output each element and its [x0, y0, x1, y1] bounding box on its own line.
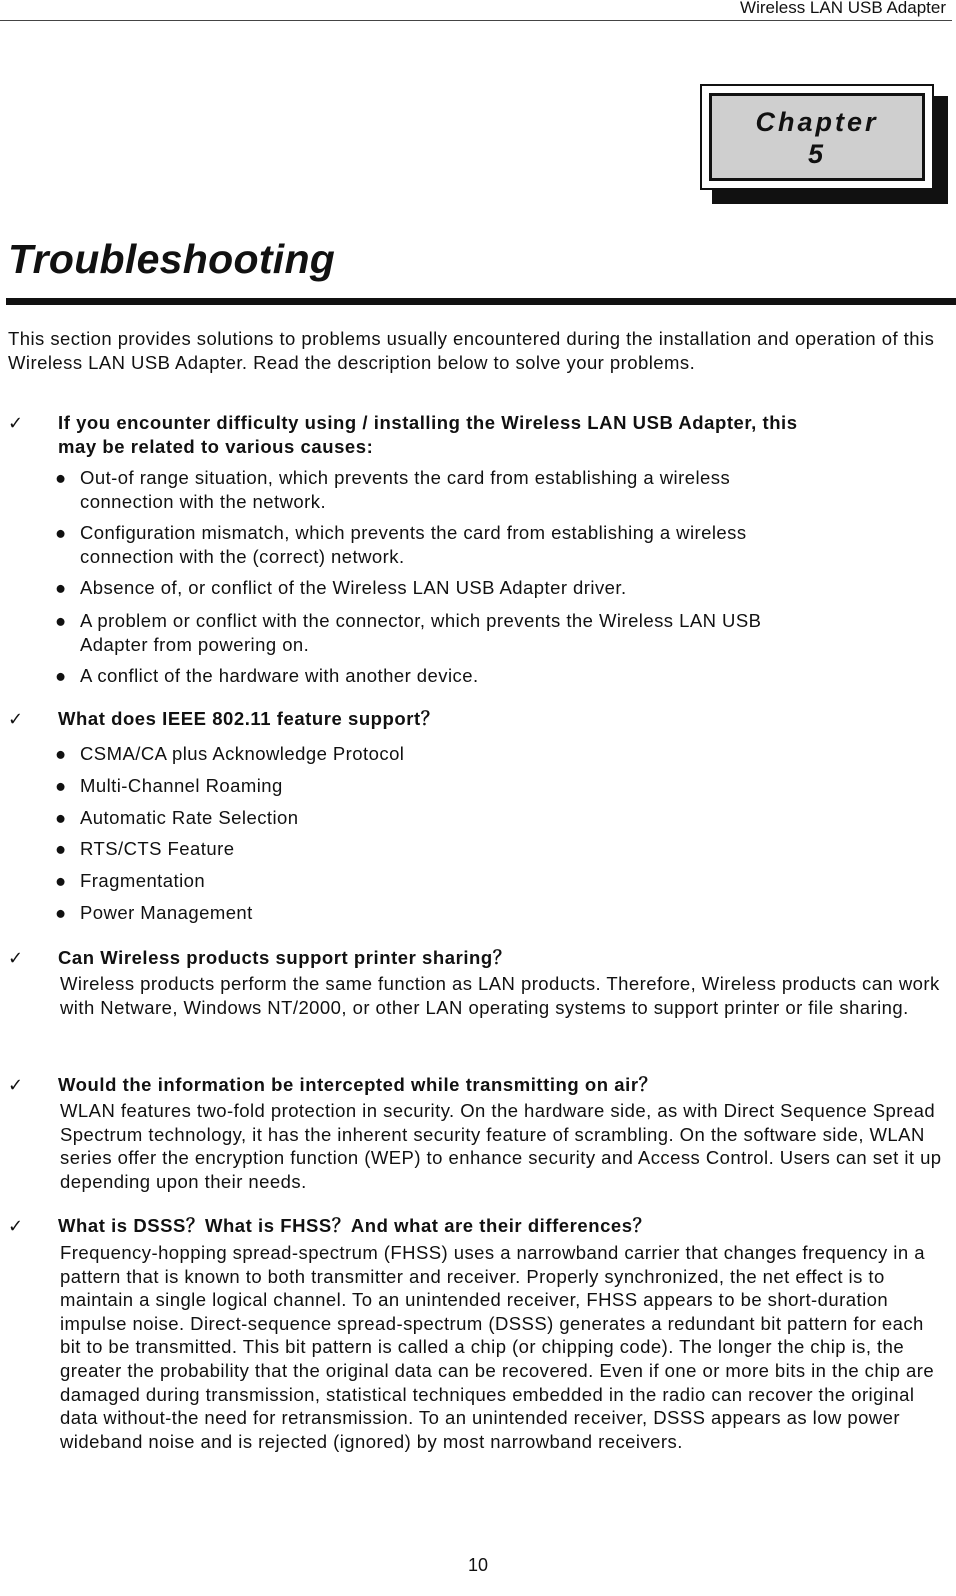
list-item — [55, 901, 945, 925]
bullet-icon: ● — [55, 807, 67, 828]
list-item — [55, 869, 945, 893]
list-item — [55, 521, 945, 568]
title-rule — [6, 298, 956, 305]
checkmark-icon: ✓ — [8, 709, 24, 729]
list-item — [55, 806, 945, 830]
bullet-icon: ● — [55, 665, 67, 686]
list-item — [55, 742, 945, 766]
chapter-label: Chapter — [755, 107, 879, 137]
item-line: Configuration mismatch, which prevents the card from establishing a wireless — [80, 522, 747, 543]
question-causes — [58, 411, 948, 458]
question-features: What does IEEE 802.11 feature support？ — [58, 708, 440, 729]
question-line: may be related to various causes: — [58, 435, 374, 457]
bullet-icon: ● — [55, 870, 67, 891]
running-header: Wireless LAN USB Adapter — [740, 0, 946, 17]
checkmark-icon: ✓ — [8, 948, 24, 968]
item-line: A problem or conflict with the connector, which prevents the Wireless LAN USB — [80, 610, 762, 631]
item-line: Automatic Rate Selection — [80, 807, 299, 828]
question-line: If you encounter difficulty using / installing the Wireless LAN USB Adapter, this — [58, 412, 798, 433]
item-line: Power Management — [80, 902, 253, 923]
list-item — [55, 466, 945, 513]
page-title: Troubleshooting — [8, 236, 336, 282]
question-dsss: What is DSSS？What is FHSS？And what are their differences？ — [58, 1215, 652, 1236]
bullet-icon: ● — [55, 522, 67, 543]
list-item — [55, 774, 945, 798]
page-number: 10 — [467, 1555, 489, 1575]
item-line: Multi-Channel Roaming — [80, 775, 283, 796]
item-line: Adapter from powering on. — [80, 633, 310, 655]
item-line: connection with the (correct) network. — [80, 545, 405, 567]
bullet-icon: ● — [55, 775, 67, 796]
list-item — [55, 609, 945, 656]
answer-dsss: Frequency-hopping spread-spectrum (FHSS) uses a narrowband carrier that changes frequency in a pattern that is known to both transmitter and receiver. Properly synchronized, the net effect is to maintain a single logical channel. To an unintended receiver, FHSS appears to be short-duration impulse noise. Direct-sequence spread-spectrum (DSSS) generates a redundant bit pattern for each bit to be transmitted. This bit pattern is called a chip (or chipping code). The longer the chip is, the greater the probability that the original data can be recovered. Even if one or more bits in the chip are damaged during transmission, statistical techniques embedded in the radio can recover the original data without-the need for retransmission. To an unintended receiver, DSSS appears as low power wideband noise and is rejected (ignored) by most narrowband receivers. — [60, 1242, 935, 1452]
question-printer: Can Wireless products support printer sharing？ — [58, 947, 512, 968]
answer-security: WLAN features two-fold protection in security. On the hardware side, as with Direct Sequence Spread Spectrum technology, it has the inherent security feature of scrambling. On the software side, WLAN series offer the encryption function (WEP) to enhance security and Access Control. Users can set it up depending upon their needs. — [60, 1100, 942, 1192]
bullet-icon: ● — [55, 838, 67, 859]
question-security: Would the information be intercepted while transmitting on air？ — [58, 1074, 658, 1095]
item-line: CSMA/CA plus Acknowledge Protocol — [80, 743, 405, 764]
intro-paragraph: This section provides solutions to problems usually encountered during the installation and operation of this Wireless LAN USB Adapter. Read the description below to solve your problems. — [8, 328, 935, 373]
answer-printer: Wireless products perform the same function as LAN products. Therefore, Wireless products can work with Netware, Windows NT/2000, or other LAN operating systems to support printer or file sharing. — [60, 973, 940, 1018]
item-line: Out-of range situation, which prevents the card from establishing a wireless — [80, 467, 731, 488]
item-line: Fragmentation — [80, 870, 206, 891]
checkmark-icon: ✓ — [8, 413, 24, 433]
item-line: RTS/CTS Feature — [80, 838, 235, 859]
list-item — [55, 837, 945, 861]
checkmark-icon: ✓ — [8, 1216, 24, 1236]
header-rule — [0, 20, 952, 21]
list-item — [55, 576, 945, 600]
item-line: A conflict of the hardware with another device. — [80, 665, 479, 686]
list-item — [55, 664, 945, 688]
bullet-icon: ● — [55, 577, 67, 598]
chapter-number: 5 — [807, 139, 827, 169]
bullet-icon: ● — [55, 902, 67, 923]
item-line: connection with the network. — [80, 490, 327, 512]
item-line: Absence of, or conflict of the Wireless LAN USB Adapter driver. — [80, 577, 627, 598]
bullet-icon: ● — [55, 610, 67, 631]
checkmark-icon: ✓ — [8, 1075, 24, 1095]
bullet-icon: ● — [55, 743, 67, 764]
chapter-box — [709, 93, 925, 181]
bullet-icon: ● — [55, 467, 67, 488]
